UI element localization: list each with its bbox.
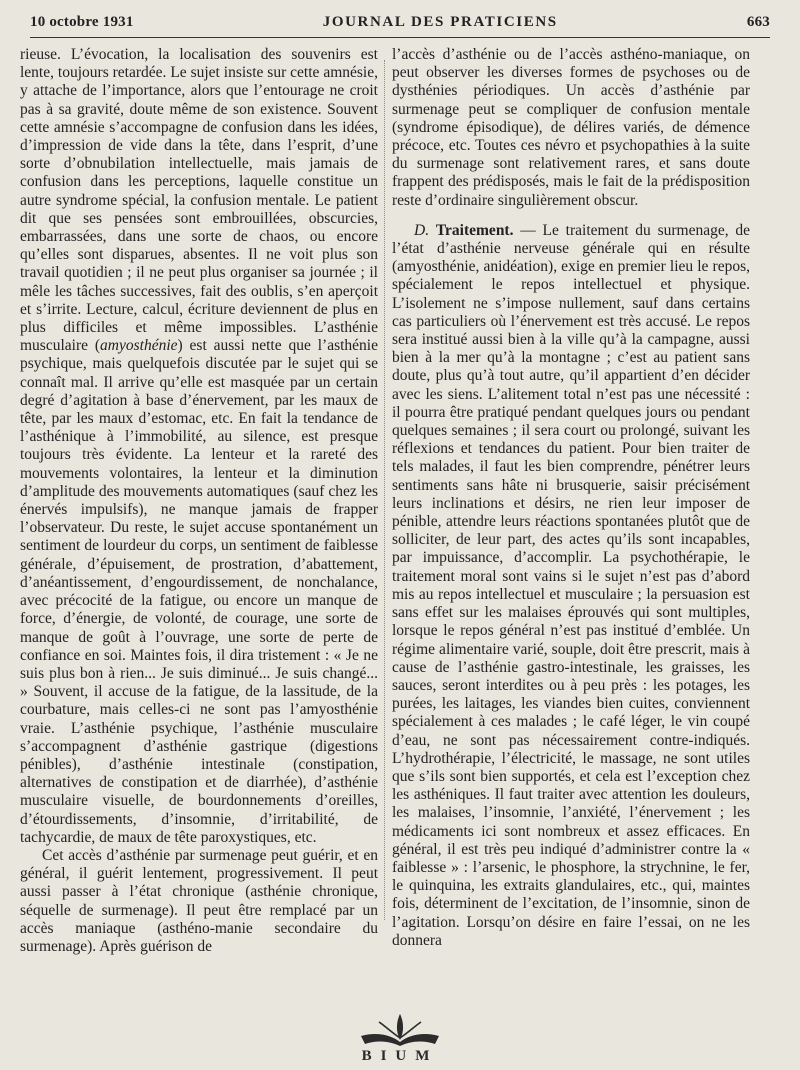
bium-logo <box>0 1012 800 1065</box>
left-paragraph-1-italic: amyosthénie <box>100 337 178 355</box>
running-header <box>30 14 770 31</box>
bium-wordmark: BIUM <box>361 1048 439 1064</box>
header-page-number: 663 <box>746 14 770 30</box>
left-column <box>20 46 378 956</box>
left-paragraph-1 <box>20 46 378 847</box>
right-column <box>392 46 750 950</box>
left-paragraph-1-text: rieuse. L’évocation, la localisation des souvenirs est lente, toujours retardée. Le sujet insiste sur cette amnésie, y attache de l’importance, alors que l’entourage ne croit pas à sa gravité, doute même de son existence. Souvent cette amnésie s’accompagne de confusion dans les idées, d’impression de vide dans la tête, dans l’esprit, d’une sorte d’obnubilation intellectuelle, mais jamais de confusion dans les perceptions, laquelle constitue un autre syndrome spécial, la confusion mentale. Le patient dit que ses pensées sont embrouillées, obscurcies, embarrassées, dans une sorte de chaos, ou encore qu’elles sont disparues, absentes. Il ne voit plus son travail quotidien ; il ne peut plus organiser sa journée ; il mêle les tâches successives, fait des oublis, s’en aperçoit et s’irrite. Lecture, calcul, écriture deviennent de plus en plus difficiles et même impossibles. L’asthénie musculaire ( <box>20 46 378 355</box>
header-journal-title: JOURNAL DES PRATICIENS <box>322 14 558 30</box>
section-title: Traitement. <box>435 221 514 239</box>
header-date: 10 octobre 1931 <box>30 14 134 30</box>
left-paragraph-1-continuation: ) est aussi nette que l’asthénie psychique, mais quelquefois discutée par le sujet qui se connaît mal. Il arrive qu’elle est masquée par un certain degré d’agitation à base d’énervement, par les maux de tête, par les maux d’estomac, etc. En fait la tendance de l’asthénique à l’immobilité, au silence, est presque toujours très évidente. La lenteur et la rareté des mouvements volontaires, la lenteur et la diminution d’amplitude des mouvements automatiques (sauf chez les énervés impulsifs), ne manque jamais de frapper l’observateur. Du reste, le sujet accuse spontanément un sentiment de lourdeur du corps, un sentiment de faiblesse générale, d’épuisement, de prostration, d’abattement, d’anéantissement, d’engourdissement, de nonchalance, avec précocité de la fatigue, ou encore un manque de force, d’énergie, de volonté, de courage, une sorte de manque de goût à l’ouvrage, une sorte de perte de confiance en soi. Maintes fois, il dira tristement : « Je ne suis plus bon à rien... Je suis diminué... Je suis changé... » Souvent, il accuse de la fatigue, de la lassitude, de la courbature, mais celles-ci ne sont pas l’amyosthénie vraie. L’asthénie psychique, l’asthénie musculaire s’accompagnent d’asthénie gastrique (digestions pénibles), d’asthénie intestinale (constipation, alternatives de constipation et de diarrhée), d’asthénie musculaire visuelle, de bourdonnements d’oreilles, d’étourdissements, d’insomnie, d’irritabilité, de tachycardie, de maux de tête paroxystiques, etc. <box>20 337 378 846</box>
left-paragraph-2: Cet accès d’asthénie par surmenage peut guérir, et en général, il guérit lentement, progressivement. Il peut aussi passer à l’état chronique (asthénie chronique, séquelle de surmenage). Il peut être remplacé par un accès maniaque (asthéno-manie secondaire du surmenage). Après guérison de <box>20 846 378 955</box>
section-letter: D. <box>414 221 430 239</box>
right-paragraph-2 <box>392 222 750 950</box>
open-book-icon <box>355 1012 445 1048</box>
right-paragraph-2-text: — Le traitement du surmenage, de l’état d’asthénie nerveuse générale qui en résulte (amyosthénie, anidéation), exige en premier lieu le repos, spécialement le repos intellectuel et physique. L’isolement ne s’impose nullement, sauf dans certains cas particuliers où l’énervement est très accusé. Le repos sera institué aussi bien à la ville qu’à la campagne, aussi bien à la mer qu’à la montagne ; c’est au patient sans doute, plus qu’à tout autre, qu’il appartient d’en décider avec les siens. L’alitement total n’est pas une nécessité : il pourra être pratiqué pendant quelques jours ou pendant quelques semaines ; il sera court ou prolongé, suivant les réflexions et tendances du patient. Pour bien traiter de tels malades, il faut les bien comprendre, pénétrer leurs sentiments sans hâte ni brusquerie, saisir précisément leurs inclinations et désirs, ne rien leur imposer de pénible, attendre leurs réactions spontanées plutôt que de solliciter, de leur part, des actes qu’ils sont incapables, par impuissance, d’accomplir. La psychothérapie, le traitement moral sont vains si le sujet n’est pas d’abord mis au repos intellectuel et musculaire ; la persuasion est sans effet sur les malaises éprouvés qui sont multiples, lorsque le repos général n’est pas institué d’emblée. Un régime alimentaire varié, souple, doit être prescrit, mais à cause de l’asthénie gastro-intestinale, les graisses, les sauces, seront interdites ou à peu près : les potages, les purées, les laitages, les viandes bien cuites, conviennent spécialement à ces malades ; le café léger, le vin coupé d’eau, ne sont pas nécessairement contre-indiqués. L’hydrothérapie, l’électricité, le massage, ne sont utiles que s’ils sont bien supportés, et cela est l’exception chez les asthéniques. Il faut traiter avec attention les douleurs, les malaises, l’insomnie, l’anxiété, l’énervement ; les médicaments ici sont nombreux et assez efficaces. En général, il est très peu indiqué d’administrer contre la « faiblesse » : l’arsenic, le phosphore, la strychnine, le fer, le quinquina, les extraits glandulaires, etc., qui, maintes fois, déterminent de l’excitation, de l’insomnie, sinon de l’agitation. Lorsqu’on désire en faire l’essai, on ne les donnera <box>392 221 750 949</box>
column-divider <box>384 60 385 920</box>
right-paragraph-1: l’accès d’asthénie ou de l’accès asthéno-maniaque, on peut observer les diverses formes de psychoses ou de dysthénies périodiques. Un accès d’asthénie par surmenage peut se compliquer de confusion mentale (syndrome épisodique), de délires variés, de démence précoce, etc. Toutes ces névro et psychopathies à la suite du surmenage sont relativement rares, et sans doute frappent des prédisposés, mais le fait de la prédisposition reste d’ordinaire singulièrement obscur. <box>392 46 750 209</box>
header-rule <box>30 37 770 38</box>
